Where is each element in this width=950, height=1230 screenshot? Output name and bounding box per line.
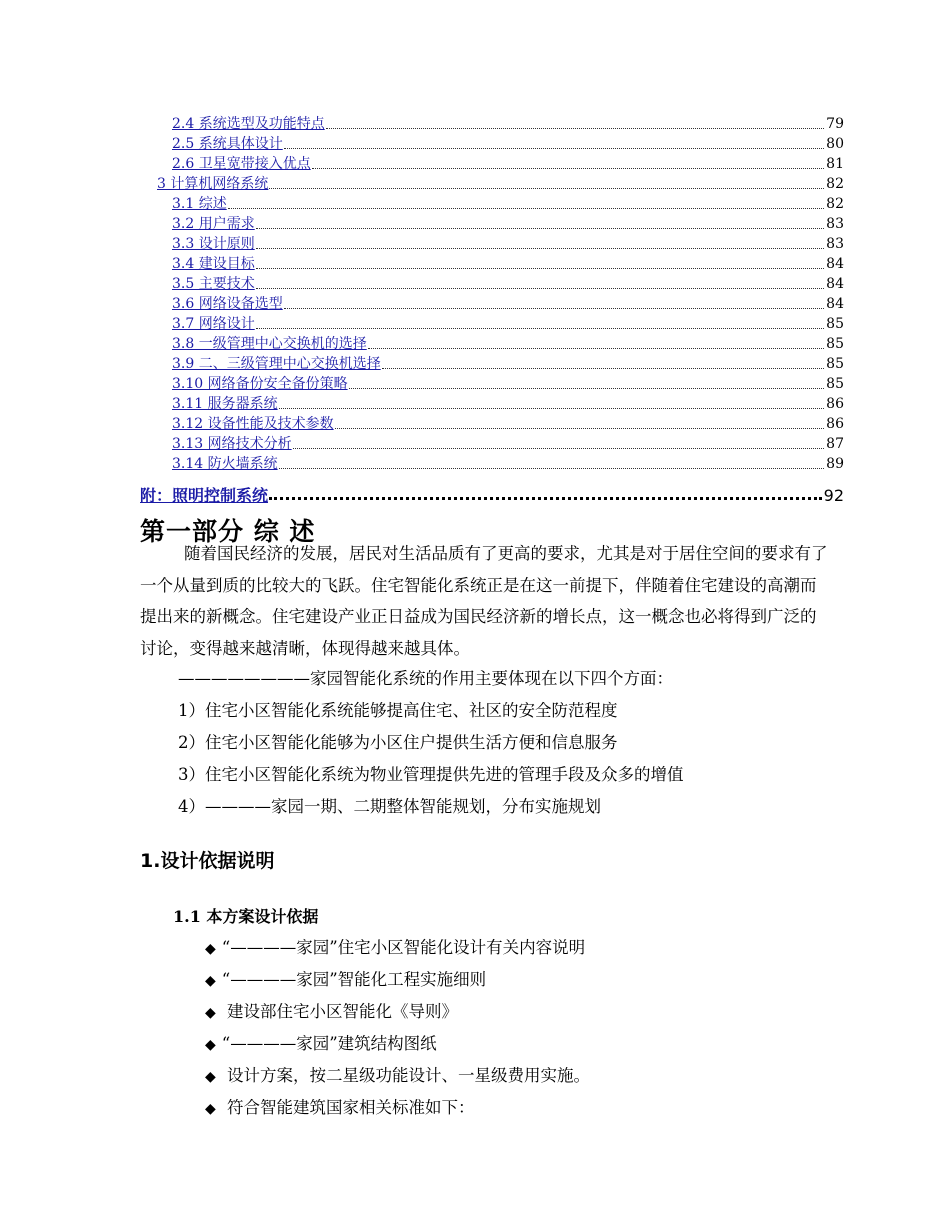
bullet-text: 设计方案，按二星级功能设计、一星级费用实施。 <box>221 1066 591 1085</box>
toc-leader <box>382 367 824 369</box>
toc-entry[interactable] <box>172 333 844 353</box>
section-heading: 1.设计依据说明 <box>140 850 275 872</box>
point-item: 2）住宅小区智能化能够为小区住户提供生活方便和信息服务 <box>178 733 618 752</box>
toc-entry[interactable] <box>157 173 844 193</box>
toc-entry-page: 86 <box>826 396 844 412</box>
toc-entry-page: 80 <box>826 136 844 152</box>
bullet-item <box>205 1032 437 1057</box>
toc-entry-title[interactable]: 2.5 系统具体设计 <box>172 136 283 152</box>
toc-entry-title[interactable]: 3.3 设计原则 <box>172 236 255 252</box>
toc-leader <box>335 427 825 429</box>
toc-entry-title[interactable]: 3.10 网络备份安全备份策略 <box>172 376 348 392</box>
toc-leader <box>269 187 824 189</box>
diamond-bullet-icon: ◆ <box>205 1005 216 1021</box>
toc-entry-page: 89 <box>826 456 844 472</box>
toc-leader <box>349 387 825 389</box>
toc-entry-page: 87 <box>826 436 844 452</box>
toc-entry-title[interactable]: 3.7 网络设计 <box>172 316 255 332</box>
bullet-item <box>205 936 585 961</box>
diamond-bullet-icon: ◆ <box>205 1037 216 1053</box>
toc-entry[interactable] <box>172 293 844 313</box>
bullet-item <box>205 968 486 993</box>
diamond-bullet-icon: ◆ <box>205 973 216 989</box>
toc-entry-title[interactable]: 3.8 一级管理中心交换机的选择 <box>172 336 367 352</box>
toc-entry-page: 79 <box>826 116 844 132</box>
toc-entry[interactable] <box>172 313 844 333</box>
toc-appendix-page: 92 <box>823 486 844 505</box>
toc-entry-title[interactable]: 3.14 防火墙系统 <box>172 456 278 472</box>
toc-entry-title[interactable]: 3 计算机网络系统 <box>157 176 269 192</box>
toc-entry[interactable] <box>172 273 844 293</box>
toc-entry[interactable] <box>172 393 844 413</box>
toc-entry-title[interactable]: 3.12 设备性能及技术参数 <box>172 416 334 432</box>
toc-leader <box>256 227 824 229</box>
toc-entry[interactable] <box>172 453 844 473</box>
toc-entry[interactable] <box>172 253 844 273</box>
toc-entry-page: 83 <box>826 236 844 252</box>
toc-entry-page: 85 <box>826 316 844 332</box>
toc-entry-title[interactable]: 3.9 二、三级管理中心交换机选择 <box>172 356 381 372</box>
toc-entry-title[interactable]: 3.11 服务器系统 <box>172 396 278 412</box>
toc-entry[interactable] <box>172 153 844 173</box>
toc-entry-page: 85 <box>826 336 844 352</box>
point-item: 4）————家园一期、二期整体智能规划，分布实施规划 <box>178 797 601 816</box>
toc-entry[interactable] <box>172 433 844 453</box>
toc-leader <box>312 167 824 169</box>
toc-entry[interactable] <box>172 353 844 373</box>
toc-entry-page: 85 <box>826 376 844 392</box>
toc-entry-page: 86 <box>826 416 844 432</box>
toc-entry-title[interactable]: 3.6 网络设备选型 <box>172 296 283 312</box>
point-item: 3）住宅小区智能化系统为物业管理提供先进的管理手段及众多的增值 <box>178 765 684 784</box>
bullet-item <box>205 1064 590 1089</box>
toc-leader <box>256 327 824 329</box>
toc-entry-page: 81 <box>826 156 844 172</box>
toc-entry[interactable] <box>172 113 844 133</box>
toc-entry-page: 83 <box>826 216 844 232</box>
toc-entry-page: 84 <box>826 296 844 312</box>
toc-entry[interactable] <box>172 373 844 393</box>
toc-entry-page: 84 <box>826 276 844 292</box>
toc-leader <box>256 287 824 289</box>
diamond-bullet-icon: ◆ <box>205 941 216 957</box>
bullet-item <box>205 1000 458 1025</box>
intro-paragraph: 随着国民经济的发展，居民对生活品质有了更高的要求，尤其是对于居住空间的要求有了一个从量到质的比较大的飞跃。住宅智能化系统正是在这一前提下，伴随着住宅建设的高潮而提出来的新概念。住宅建设产业正日益成为国民经济新的增长点，这一概念也必将得到广泛的讨论，变得越来越清晰，体现得越来越具体。 <box>140 544 828 658</box>
toc-entry-title[interactable]: 2.4 系统选型及功能特点 <box>172 116 325 132</box>
toc-entry-title[interactable]: 3.4 建设目标 <box>172 256 255 272</box>
toc-leader <box>256 247 824 249</box>
toc-entry-title[interactable]: 3.13 网络技术分析 <box>172 436 292 452</box>
bullet-text: “————家园”建筑结构图纸 <box>221 1034 437 1053</box>
diamond-bullet-icon: ◆ <box>205 1069 216 1085</box>
subsection-heading: 1.1 本方案设计依据 <box>173 907 319 926</box>
toc-entry-page: 82 <box>826 176 844 192</box>
bullet-text: “————家园”智能化工程实施细则 <box>221 970 487 989</box>
toc-leader <box>284 147 824 149</box>
toc-leader <box>368 347 824 349</box>
diamond-bullet-icon: ◆ <box>205 1101 216 1117</box>
toc-leader <box>326 127 824 129</box>
toc-appendix-title[interactable]: 附：照明控制系统 <box>140 486 269 505</box>
toc-entry-page: 82 <box>826 196 844 212</box>
toc-appendix-entry[interactable] <box>140 481 844 505</box>
toc-entry[interactable] <box>172 233 844 253</box>
toc-leader <box>256 267 824 269</box>
toc-entry[interactable] <box>172 133 844 153</box>
toc-leader <box>293 447 825 449</box>
toc-entry[interactable] <box>172 413 844 433</box>
toc-entry[interactable] <box>172 193 844 213</box>
point-item: 1）住宅小区智能化系统能够提高住宅、社区的安全防范程度 <box>178 701 618 720</box>
toc-entry-title[interactable]: 2.6 卫星宽带接入优点 <box>172 156 311 172</box>
toc-entry-title[interactable]: 3.2 用户需求 <box>172 216 255 232</box>
toc-leader <box>269 496 822 500</box>
bullet-item <box>205 1096 475 1121</box>
bullet-text: 建设部住宅小区智能化《导则》 <box>221 1002 459 1021</box>
toc-entry-page: 85 <box>826 356 844 372</box>
toc-entry-title[interactable]: 3.1 综述 <box>172 196 227 212</box>
intro-line: ————————家园智能化系统的作用主要体现在以下四个方面： <box>178 669 673 688</box>
toc-entry[interactable] <box>172 213 844 233</box>
toc-leader <box>228 207 824 209</box>
part-heading: 第一部分 综 述 <box>140 517 316 546</box>
toc-entry-page: 84 <box>826 256 844 272</box>
toc-leader <box>279 467 825 469</box>
toc-leader <box>279 407 825 409</box>
toc-leader <box>284 307 824 309</box>
bullet-text: 符合智能建筑国家相关标准如下： <box>221 1098 475 1117</box>
toc-entry-title[interactable]: 3.5 主要技术 <box>172 276 255 292</box>
bullet-text: “————家园”住宅小区智能化设计有关内容说明 <box>221 938 586 957</box>
